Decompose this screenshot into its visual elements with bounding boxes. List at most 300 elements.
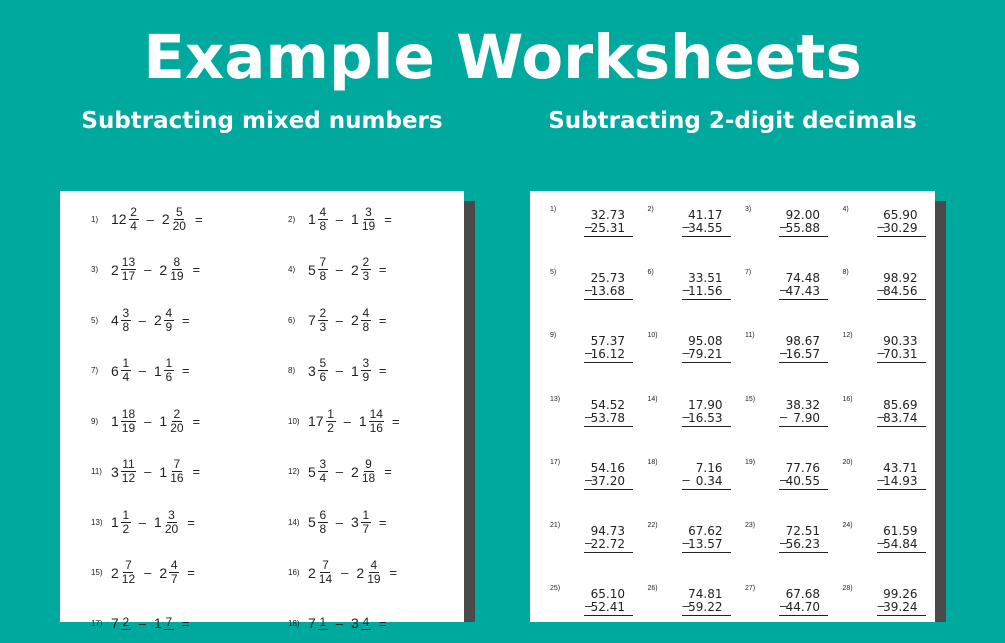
problem-number: 12) (288, 467, 300, 476)
fraction (164, 509, 179, 536)
decimal-problem (550, 585, 645, 635)
whole-number: 12 (111, 211, 127, 227)
problem-number: 7) (745, 269, 752, 277)
minus-sign: – (341, 565, 349, 580)
minus-sign: – (780, 345, 788, 361)
minus-sign: – (682, 598, 690, 614)
numerator: 4 (319, 204, 327, 219)
subtrahend: 0.34 (695, 473, 723, 488)
problem-number: 4) (288, 265, 296, 274)
problem-number: 1) (550, 206, 557, 213)
equals-sign: = (391, 413, 400, 429)
equals-sign: = (384, 211, 392, 227)
whole-number: 2 (351, 463, 359, 480)
equals-sign: = (194, 211, 203, 227)
mixed-number-problem (91, 300, 189, 340)
problem-number: 25) (550, 585, 561, 593)
minuend: 67.68 (785, 587, 820, 602)
whole-number: 1 (159, 463, 168, 480)
numerator: 1 (319, 615, 327, 629)
problem-number: 13) (550, 395, 561, 403)
whole-number: 2 (351, 261, 359, 278)
minus-sign: – (335, 211, 344, 227)
whole-number: 1 (154, 362, 162, 379)
mixed-number-problem (288, 603, 386, 643)
problem-number: 8) (842, 269, 849, 277)
whole-number: 2 (159, 261, 168, 278)
minus-sign: – (138, 312, 147, 328)
numerator: 4 (362, 615, 370, 629)
decimal-problem (745, 459, 840, 509)
mixed-number-problem (91, 502, 195, 542)
denominator: 8 (362, 319, 370, 334)
answer-line (779, 552, 828, 553)
answer-line (682, 552, 731, 553)
equals-sign: = (187, 565, 195, 580)
minus-sign: – (335, 312, 344, 328)
subtrahend: 54.84 (883, 537, 918, 551)
numerator: 7 (165, 615, 173, 629)
answer-line (779, 236, 828, 237)
decimal-problem (843, 206, 938, 256)
answer-line (682, 362, 731, 363)
fraction (326, 408, 336, 435)
answer-line (877, 362, 926, 363)
decimal-problem (550, 522, 645, 572)
whole-number: 4 (111, 312, 119, 328)
subtrahend: 16.12 (590, 347, 625, 362)
minus-sign: – (877, 408, 885, 424)
equals-sign: = (378, 262, 387, 277)
answer-line (682, 489, 731, 490)
mixed-number-problem (288, 553, 397, 593)
minuend: 54.16 (590, 460, 625, 475)
whole-number: 3 (111, 463, 119, 480)
minuend: 57.37 (590, 334, 625, 349)
mixed-number-problem (91, 401, 200, 441)
subtrahend: 52.41 (590, 600, 625, 615)
subtrahend: 79.21 (688, 347, 723, 362)
subtrahend: 11.56 (688, 284, 723, 299)
equals-sign: = (378, 514, 387, 530)
subtrahend: 16.57 (785, 347, 820, 362)
minuend: 92.00 (785, 208, 820, 222)
right-worksheet-title: Subtracting 2-digit decimals (548, 108, 917, 134)
mixed-number-problem (288, 351, 386, 391)
denominator: 20 (172, 218, 186, 233)
denominator: 16 (369, 420, 383, 435)
numerator: 18 (121, 406, 136, 421)
fraction (361, 206, 376, 233)
denominator: 14 (318, 572, 333, 586)
minus-sign: – (877, 471, 885, 487)
numerator: 1 (122, 356, 130, 370)
minus-sign: – (343, 413, 351, 429)
decimal-problem (843, 269, 938, 319)
minuend: 67.62 (688, 524, 723, 538)
subtrahend: 56.23 (785, 537, 820, 551)
subtrahend: 13.68 (590, 284, 625, 299)
denominator: 7 (362, 521, 370, 536)
numerator: 7 (125, 558, 132, 572)
whole-number: 5 (308, 261, 316, 278)
fraction (121, 256, 136, 283)
denominator: 4 (130, 218, 137, 233)
whole-number: 1 (111, 514, 119, 530)
mixed-number-problem (91, 199, 203, 239)
subtrahend: 14.93 (883, 473, 918, 488)
answer-line (779, 299, 828, 300)
fraction (318, 307, 328, 334)
subtrahend: 59.22 (688, 600, 723, 615)
minuend: 72.51 (785, 524, 820, 538)
minus-sign: – (780, 282, 788, 298)
minuend: 41.17 (688, 208, 723, 222)
numerator: 2 (130, 204, 137, 219)
minuend: 90.33 (883, 334, 918, 349)
numerator: 4 (362, 305, 370, 320)
problem-number: 28) (842, 585, 853, 593)
subtrahend: 22.72 (590, 537, 625, 551)
left-worksheet-page (60, 191, 464, 631)
numerator: 4 (370, 558, 378, 572)
subtrahend: 7.90 (793, 410, 820, 425)
right-worksheet-page (530, 191, 935, 622)
whole-number: 3 (351, 514, 359, 530)
minus-sign: – (146, 211, 154, 227)
fraction (164, 616, 174, 630)
minus-sign: – (585, 598, 593, 614)
mixed-number-problem (91, 553, 195, 593)
fraction (366, 559, 381, 586)
fraction (318, 559, 333, 586)
minuend: 38.32 (785, 397, 820, 412)
whole-number: 1 (351, 211, 359, 227)
problem-number: 8) (288, 366, 296, 375)
fraction (361, 509, 371, 536)
problem-number: 16) (842, 395, 853, 403)
problem-number: 1) (91, 214, 99, 224)
whole-number: 3 (308, 362, 316, 379)
page-title: Example Worksheets (143, 22, 862, 93)
whole-number: 7 (111, 615, 119, 631)
minus-sign: – (585, 471, 593, 487)
fraction (129, 206, 139, 233)
problem-number: 6) (647, 269, 654, 277)
answer-line (877, 236, 926, 237)
answer-line (584, 552, 633, 553)
whole-number: 7 (308, 615, 316, 631)
numerator: 7 (322, 558, 329, 572)
denominator: 4 (122, 370, 130, 384)
fraction (361, 357, 371, 384)
whole-number: 1 (308, 211, 316, 227)
denominator: 6 (165, 370, 173, 384)
numerator: 4 (170, 558, 178, 572)
subtrahend: 34.55 (688, 221, 723, 235)
subtrahend: 25.31 (590, 221, 625, 235)
whole-number: 3 (351, 615, 359, 631)
decimal-problem (648, 332, 743, 382)
subtrahend: 84.56 (883, 284, 918, 299)
problem-number: 11) (91, 467, 102, 476)
fraction (361, 307, 371, 334)
fraction (169, 458, 184, 485)
minus-sign: – (138, 363, 147, 378)
answer-line (779, 489, 828, 490)
numerator: 4 (165, 305, 173, 320)
decimal-problem (745, 332, 840, 382)
answer-line (584, 236, 633, 237)
equals-sign: = (181, 312, 190, 328)
problem-number: 26) (647, 585, 658, 593)
minus-sign: – (144, 464, 152, 479)
minuend: 95.08 (688, 334, 723, 349)
answer-line (682, 299, 731, 300)
whole-number: 1 (111, 413, 119, 429)
denominator: 9 (165, 319, 173, 334)
equals-sign: = (378, 615, 387, 631)
mixed-number-problem (288, 250, 386, 290)
fraction (361, 616, 371, 630)
denominator: 3 (319, 319, 327, 334)
fraction (121, 509, 131, 536)
subtrahend: 30.29 (883, 221, 918, 235)
answer-line (877, 615, 926, 616)
minus-sign: – (682, 219, 690, 234)
fraction (121, 458, 136, 485)
problem-number: 12) (842, 332, 853, 340)
decimal-problem (648, 206, 743, 256)
denominator: 19 (367, 572, 381, 586)
problem-number: 27) (745, 585, 756, 593)
numerator: 1 (362, 507, 370, 522)
denominator: 19 (121, 420, 136, 435)
minus-sign: – (585, 408, 593, 424)
numerator: 1 (165, 356, 173, 370)
fraction (318, 616, 328, 630)
whole-number: 1 (159, 413, 168, 429)
problem-number: 2) (647, 206, 654, 213)
minuend: 61.59 (883, 524, 918, 538)
denominator: 19 (361, 218, 376, 233)
minus-sign: – (585, 535, 593, 550)
numerator: 13 (121, 255, 136, 269)
minuend: 98.92 (883, 271, 918, 286)
minus-sign: – (877, 219, 885, 234)
fraction (361, 256, 371, 283)
answer-line (682, 615, 731, 616)
equals-sign: = (187, 514, 195, 530)
numerator: 3 (319, 457, 327, 471)
minus-sign: – (138, 615, 147, 631)
numerator: 9 (365, 457, 372, 471)
minuend: 7.16 (695, 460, 723, 475)
equals-sign: = (192, 413, 201, 429)
problem-number: 13) (91, 517, 103, 527)
denominator: 2 (327, 420, 334, 435)
decimal-problem (843, 332, 938, 382)
minus-sign: – (138, 514, 147, 530)
problem-number: 5) (550, 269, 557, 277)
answer-line (877, 426, 926, 427)
problem-number: 6) (288, 315, 296, 325)
decimal-problem (843, 459, 938, 509)
fraction (318, 206, 328, 233)
mixed-number-problem (91, 603, 189, 643)
numerator: 6 (319, 507, 327, 522)
mixed-number-problem (288, 452, 392, 492)
numerator: 7 (319, 255, 327, 269)
left-worksheet-title: Subtracting mixed numbers (81, 108, 443, 134)
denominator: 7 (170, 572, 178, 586)
subtrahend: 37.20 (590, 473, 625, 488)
fraction (318, 256, 328, 283)
decimal-problem (745, 206, 840, 256)
minus-sign: – (585, 282, 593, 298)
mixed-number-problem (288, 199, 392, 239)
fraction (121, 559, 136, 586)
whole-number: 2 (161, 211, 170, 227)
decimal-problem (843, 585, 938, 635)
decimal-problem (843, 396, 938, 446)
numerator: 5 (175, 204, 183, 219)
equals-sign: = (378, 363, 387, 378)
minus-sign: – (682, 408, 690, 424)
problem-number: 11) (745, 332, 755, 340)
whole-number: 2 (111, 564, 119, 581)
decimal-problem (648, 522, 743, 572)
answer-line (779, 615, 828, 616)
problem-number: 15) (745, 395, 756, 403)
equals-sign: = (181, 615, 190, 631)
numerator: 3 (362, 356, 370, 370)
decimal-problem (550, 459, 645, 509)
mixed-number-problem (91, 250, 200, 290)
denominator: 19 (170, 269, 184, 283)
minuend: 99.26 (883, 587, 918, 602)
numerator: 2 (173, 406, 181, 421)
problem-number: 24) (842, 522, 853, 529)
answer-line (682, 236, 731, 237)
mixed-number-problem (288, 300, 386, 340)
decimal-problem (648, 396, 743, 446)
minus-sign: – (877, 598, 885, 614)
denominator: 6 (319, 370, 327, 384)
subtrahend: 83.74 (883, 410, 918, 425)
denominator: 12 (121, 471, 136, 485)
answer-line (584, 615, 633, 616)
denominator: 9 (362, 370, 370, 384)
problem-number: 17) (91, 618, 103, 628)
answer-line (584, 489, 633, 490)
fraction (121, 408, 136, 435)
minus-sign: – (780, 598, 788, 614)
fraction (121, 357, 131, 384)
minus-sign: – (682, 535, 690, 550)
fraction (164, 307, 174, 334)
numerator: 5 (319, 356, 327, 370)
minus-sign: – (144, 262, 152, 277)
whole-number: 5 (308, 514, 316, 530)
fraction (121, 307, 131, 334)
equals-sign: = (192, 464, 201, 479)
minus-sign: – (877, 345, 885, 361)
problem-number: 2) (288, 214, 296, 224)
decimal-problem (745, 585, 840, 635)
numerator: 7 (173, 457, 181, 471)
minuend: 17.90 (688, 397, 723, 412)
minus-sign: – (585, 345, 593, 361)
numerator: 11 (122, 457, 135, 471)
denominator: 8 (122, 319, 130, 334)
answer-line (779, 426, 828, 427)
subtrahend: 53.78 (590, 410, 625, 425)
fraction (169, 559, 179, 586)
whole-number: 2 (111, 261, 119, 278)
equals-sign: = (389, 565, 398, 580)
equals-sign: = (181, 363, 190, 378)
denominator: 3 (362, 269, 370, 283)
whole-number: 1 (358, 413, 367, 429)
minus-sign: – (682, 471, 690, 487)
minus-sign: – (335, 464, 344, 479)
minuend: 33.51 (688, 271, 723, 286)
denominator: 2 (122, 521, 130, 536)
decimal-problem (648, 269, 743, 319)
whole-number: 2 (308, 564, 316, 581)
subtrahend: 40.55 (785, 473, 820, 488)
numerator: 3 (122, 305, 130, 320)
problem-number: 18) (647, 458, 658, 466)
equals-sign: = (192, 262, 201, 277)
problem-number: 3) (745, 206, 752, 213)
whole-number: 1 (154, 514, 162, 530)
numerator: 2 (122, 615, 130, 629)
subtrahend: 44.70 (785, 600, 820, 615)
answer-line (779, 362, 828, 363)
fraction (169, 408, 184, 435)
minuend: 74.81 (688, 587, 723, 602)
decimal-problem (745, 522, 840, 572)
fraction (361, 458, 376, 485)
subtrahend: 70.31 (883, 347, 918, 362)
denominator: 18 (361, 471, 376, 485)
problem-number: 14) (288, 517, 300, 527)
denominator: 12 (121, 572, 136, 586)
decimal-problem (550, 332, 645, 382)
denominator: 8 (319, 218, 327, 233)
minus-sign: – (335, 262, 344, 277)
subtrahend: 39.24 (883, 600, 918, 615)
minus-sign: – (877, 535, 885, 550)
minus-sign: – (335, 514, 344, 530)
answer-line (877, 552, 926, 553)
subtrahend: 13.57 (688, 537, 723, 551)
decimal-problem (745, 396, 840, 446)
whole-number: 1 (154, 615, 162, 631)
minus-sign: – (144, 413, 152, 429)
minuend: 54.52 (590, 397, 625, 412)
answer-line (682, 426, 731, 427)
equals-sign: = (378, 312, 387, 328)
answer-line (877, 489, 926, 490)
numerator: 1 (327, 406, 334, 421)
numerator: 14 (369, 406, 383, 421)
denominator: 4 (319, 471, 327, 485)
problem-number: 7) (91, 366, 99, 375)
problem-number: 10) (288, 416, 300, 426)
